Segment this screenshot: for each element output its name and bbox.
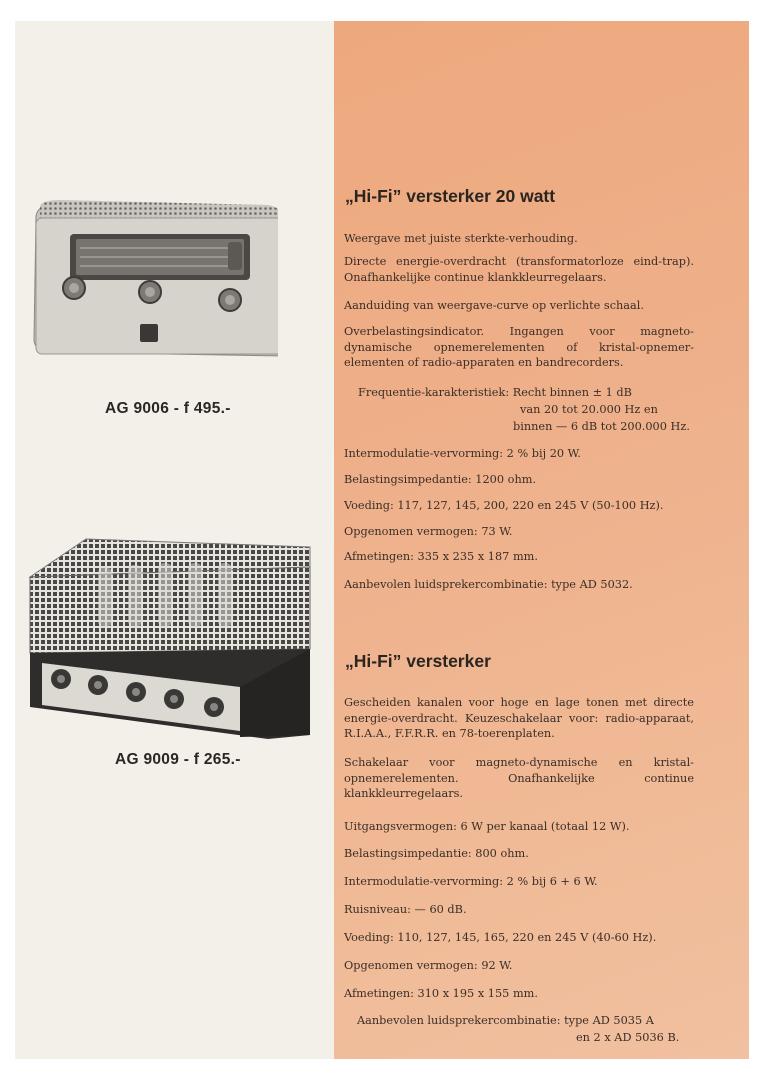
section2-p8: Opgenomen vermogen: 92 W.: [344, 959, 513, 972]
section1-p11: Aanbevolen luidsprekercombinatie: type AD 5032.: [344, 578, 633, 591]
section1-p6: Intermodulatie-vervorming: 2 % bij 20 W.: [344, 447, 581, 460]
amplifier-ag9009-photo: [28, 537, 313, 742]
section2-p7: Voeding: 110, 127, 145, 165, 220 en 245 V (40-60 Hz).: [344, 931, 657, 944]
section2-p5: Intermodulatie-vervorming: 2 % bij 6 + 6 W.: [344, 875, 598, 888]
section1-heading: „Hi-Fi” versterker 20 watt: [345, 186, 556, 206]
section1-p8: Voeding: 117, 127, 145, 200, 220 en 245 V (50-100 Hz).: [344, 499, 664, 512]
section1-p7: Belastingsimpedantie: 1200 ohm.: [344, 473, 537, 486]
section2-p6: Ruisniveau: — 60 dB.: [344, 903, 467, 916]
section2-p10-line2: en 2 x AD 5036 B.: [576, 1031, 680, 1044]
frequency-line-2: van 20 tot 20.000 Hz en: [520, 403, 658, 416]
amplifier-ag9006-photo: [28, 196, 278, 371]
section1-p2: Directe energie-overdracht (transformatorloze eind-trap). Onafhankelijke continue klankkleurregelaars.: [344, 255, 694, 284]
section2-p4: Belastingsimpedantie: 800 ohm.: [344, 847, 529, 860]
model-label-ag9009: AG 9009 - f 265.-: [115, 751, 241, 768]
section2-p1: Gescheiden kanalen voor hoge en lage tonen met directe energie-overdracht. Keuzeschakelaar voor: radio-apparaat, R.I.A.A., F.F.R.R. en 78-toerenplaten.: [344, 696, 694, 740]
section1-p1: Weergave met juiste sterkte-verhouding.: [344, 232, 578, 245]
section2-p9: Afmetingen: 310 x 195 x 155 mm.: [344, 987, 538, 1000]
section1-p3: Aanduiding van weergave-curve op verlichte schaal.: [344, 299, 644, 312]
frequency-line-1: Frequentie-karakteristiek: Recht binnen ± 1 dB: [358, 386, 632, 399]
section2-p2: Schakelaar voor magneto-dynamische en kristal-opnemerelementen. Onafhankelijke continue klankkleurregelaars.: [344, 756, 694, 800]
section1-p4: Overbelastingsindicator. Ingangen voor magneto-dynamische opnemerelementen of kristal-opnemer-elementen of radio-apparaten en bandrecorders.: [344, 325, 694, 369]
section2-heading: „Hi-Fi” versterker: [345, 651, 491, 671]
model-label-ag9006: AG 9006 - f 495.-: [105, 400, 231, 417]
section1-p9: Opgenomen vermogen: 73 W.: [344, 525, 513, 538]
section1-p10: Afmetingen: 335 x 235 x 187 mm.: [344, 550, 538, 563]
section2-p10-line1: Aanbevolen luidsprekercombinatie: type AD 5035 A: [357, 1014, 654, 1027]
frequency-line-3: binnen — 6 dB tot 200.000 Hz.: [513, 420, 690, 433]
section2-p3: Uitgangsvermogen: 6 W per kanaal (totaal 12 W).: [344, 820, 630, 833]
